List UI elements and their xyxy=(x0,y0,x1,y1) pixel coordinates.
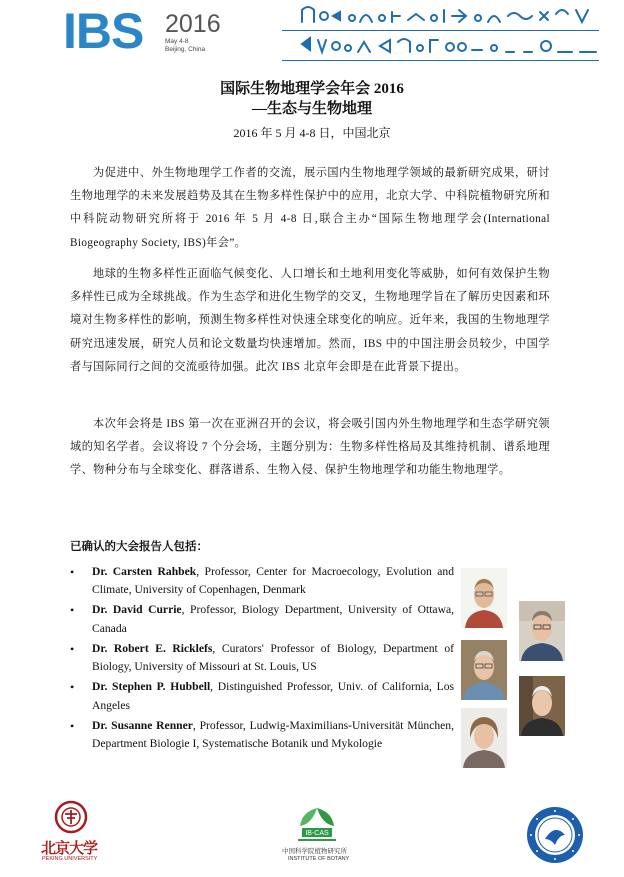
paragraph-sessions: 本次年会将是 IBS 第一次在亚洲召开的会议，将会吸引国内外生物地理学和生态学研究领域的知名学者。会议将设 7 个分会场，主题分别为：生物多样性格局及其维持机制、谱系地理学、物种分布与全球变化、群落谱系、生物入侵、保护生物地理学和功能生物地理学。 xyxy=(70,418,550,477)
date-and-place: 2016 年 5 月 4-8 日，中国北京 xyxy=(233,126,391,140)
pku-name-en: PEKING UNIVERSITY xyxy=(42,856,98,862)
speaker-list xyxy=(70,563,454,755)
ibcas-logo xyxy=(280,806,360,868)
speaker-affiliation: , Professor, Center for Macroecology, Evolution and Climate, University of Copenhagen, Denmark xyxy=(92,565,454,597)
pku-emblem-icon xyxy=(54,800,88,834)
logo-year: 2016 xyxy=(165,10,221,38)
ibcas-abbr: IB-CAS xyxy=(305,830,329,837)
header-rule-bottom xyxy=(282,60,599,61)
paragraph-background: 地球的生物多样性正面临气候变化、人口增长和土地利用变化等威胁，如何有效保护生物多样性已成为全球挑战。作为生态学和进化生物学的交叉，生物地理学旨在了解历史因素和环境对生物多样性的影响，预测生物多样性对快速全球变化的响应。近年来，我国的生物地理学研究迅速发展，研究人员和论文数量均快速增加。然而，IBS 中的中国注册会员较少，中国学者与国际同行之间的交流亟待加强。此次 IBS 北京年会即是在此背景下提出。 xyxy=(70,268,550,373)
speaker-name: Dr. Stephen P. Hubbell xyxy=(92,680,211,694)
ibcas-name-cn: 中国科学院植物研究所 xyxy=(282,848,347,855)
decorative-glyph-row-1 xyxy=(300,2,600,28)
ibcas-name-en: INSTITUTE OF BOTANY xyxy=(288,856,350,862)
speaker-photo-renner xyxy=(461,708,507,768)
header-rule-top xyxy=(282,30,599,31)
logo-dates: May 4-8 xyxy=(165,38,189,45)
speaker-photo-hubbell xyxy=(519,676,565,736)
speaker-affiliation: , Professor, Ludwig-Maximilians-Universität München, Department Biologie I, Systematische Botanik und Mykologie xyxy=(92,718,454,751)
speaker-photo-currie xyxy=(519,601,565,661)
speaker-affiliation: , Distinguished Professor, Univ. of California, Los Angeles xyxy=(92,680,454,712)
speaker-affiliation: , Professor, Biology Department, University of Ottawa, Canada xyxy=(92,603,454,635)
speakers-heading: 已确认的大会报告人包括： xyxy=(70,541,208,553)
paragraph-intro: 为促进中、外生物地理学工作者的交流，展示国内生物地理学领域的最新研究成果，研讨生物地理学的未来发展趋势及其在生物多样性保护中的应用，北京大学、中科院植物研究所和中科院动物研究所将于 2016 年 5 月 4-8 日,联合主办“国际生物地理学会(International Biogeography Society, IBS)年会”。 xyxy=(70,167,550,249)
pku-logo xyxy=(41,800,104,864)
speaker-affiliation: , Curators' Professor of Biology, Department of Biology, University of Missouri at St. Louis, US xyxy=(92,641,454,674)
bullet: • xyxy=(70,565,75,579)
ibs-logo xyxy=(63,3,223,59)
speaker-item xyxy=(70,601,454,638)
speaker-item xyxy=(70,717,454,754)
speaker-photo-rahbek xyxy=(461,568,507,628)
speaker-name: Dr. Robert E. Ricklefs xyxy=(92,641,213,655)
speaker-item xyxy=(70,640,454,677)
decorative-glyph-row-2 xyxy=(300,32,600,58)
speaker-name: Dr. Carsten Rahbek xyxy=(92,565,197,578)
bullet: • xyxy=(70,641,75,656)
logo-text: IBS xyxy=(63,3,144,59)
speaker-item xyxy=(70,678,454,715)
conference-title: 国际生物地理学会年会 2016 xyxy=(220,81,404,97)
pku-name: 北京大学 xyxy=(41,839,98,857)
speaker-name: Dr. Susanne Renner xyxy=(92,718,193,732)
bullet: • xyxy=(70,718,75,733)
speaker-item xyxy=(70,563,454,600)
speaker-name: Dr. David Currie xyxy=(92,603,182,617)
bullet: • xyxy=(70,603,75,618)
ioz-emblem-icon xyxy=(525,805,585,865)
conference-subtitle: —生态与生物地理 xyxy=(251,101,372,117)
bullet: • xyxy=(70,680,75,695)
ioz-logo xyxy=(525,805,585,865)
leaf-emblem-icon xyxy=(292,806,342,844)
speaker-photo-ricklefs xyxy=(461,640,507,700)
logo-city: Beijing, China xyxy=(165,46,206,53)
